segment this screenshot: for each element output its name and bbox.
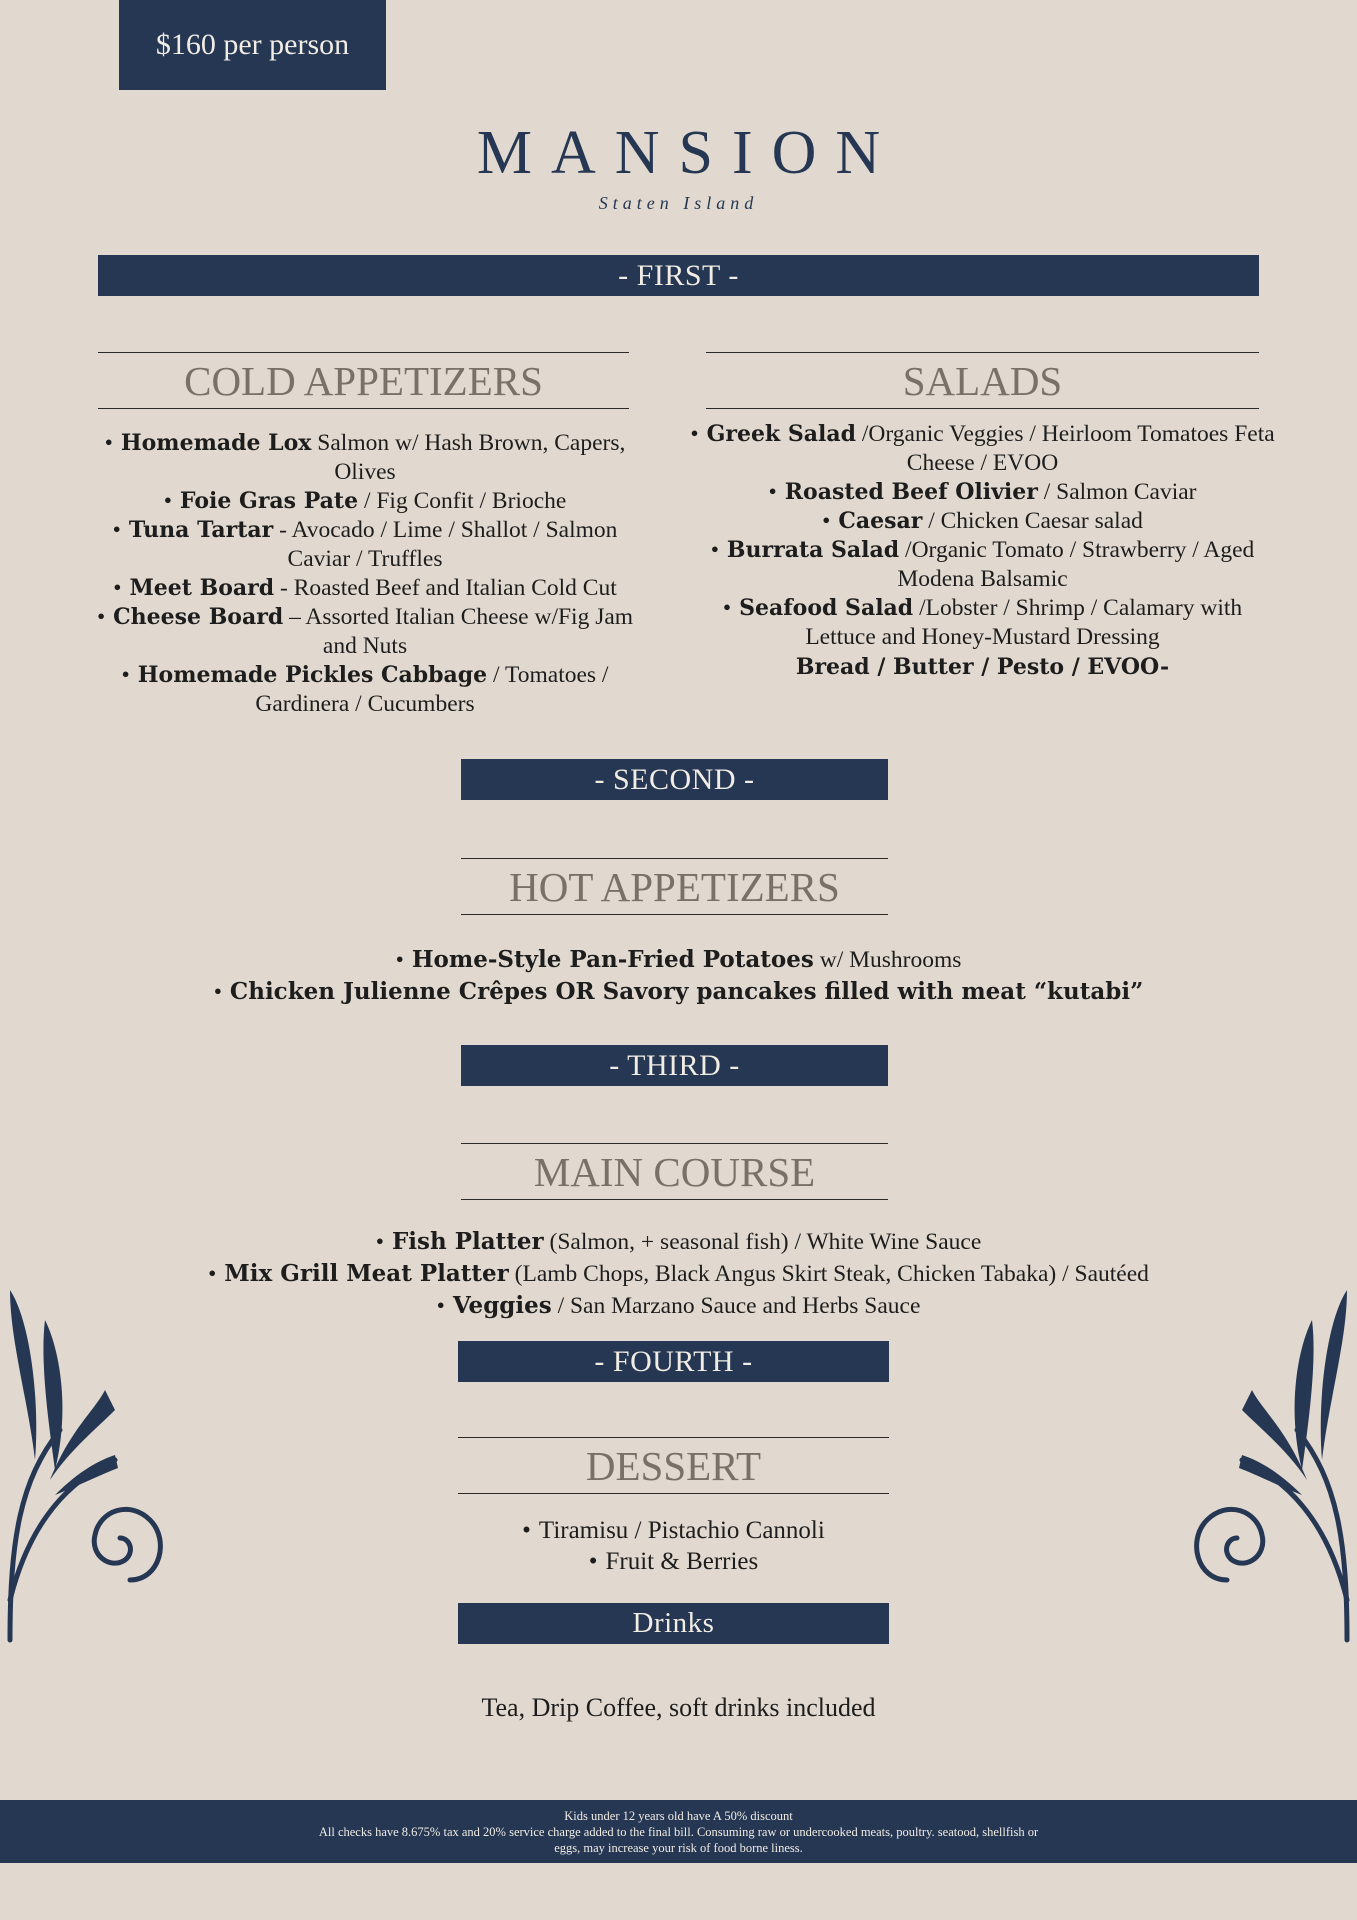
menu-item [80,574,650,603]
menu-item-desc: / Salmon Caviar [1037,479,1197,505]
bullet-icon: • [112,517,121,543]
menu-item-name: Meet Board [129,575,275,601]
menu-item-desc: / Tomatoes / Gardinera / Cucumbers [255,662,609,717]
bullet-icon: • [722,595,732,621]
brand-name: MANSION [476,119,900,187]
menu-item [150,1226,1207,1258]
bullet-icon: • [710,537,719,563]
section-title: COLD APPETIZERS [184,357,543,404]
section-heading-dessert [458,1437,889,1494]
menu-item [458,1546,889,1577]
footer-line-1: Kids under 12 years old have A 50% discount [564,1808,793,1823]
menu-item-name: Roasted Beef Olivier [784,479,1038,505]
menu-item-name: Fish Platter [391,1228,544,1255]
bullet-icon: • [768,479,777,505]
salads-extra [690,653,1275,682]
cold-appetizers-list [80,429,650,719]
menu-item-name: Caesar [838,508,923,534]
course-band-fourth [458,1341,889,1382]
course-band-first [98,255,1259,296]
menu-item-name: Homemade Pickles Cabbage [137,662,488,688]
section-title: SALADS [902,357,1063,404]
course-band-label: - FOURTH - [594,1344,753,1378]
menu-item-desc: - Roasted Beef and Italian Cold Cut [274,575,617,601]
main-course-list [150,1226,1207,1322]
menu-item-desc: / Fig Confit / Brioche [358,488,567,514]
section-title: DESSERT [585,1442,762,1489]
bullet-icon: • [104,430,113,456]
menu-item-name: Chicken Julienne Crêpes OR Savory pancakes filled with meat “kutabi” [229,978,1144,1005]
bullet-icon: • [96,604,106,630]
bullet-icon: • [395,947,404,973]
footer-line-2: All checks have 8.675% tax and 20% service charge added to the final bill. Consuming raw or undercooked meats, poultry. seatood, shellfish or [318,1824,1039,1839]
bullet-icon: • [213,979,222,1005]
menu-item-name: Home-Style Pan-Fried Potatoes [411,946,814,973]
course-band-drinks [458,1603,889,1644]
course-band-third [461,1045,888,1086]
section-heading-hot-appetizers [461,858,888,915]
bullet-icon: • [121,662,130,688]
section-heading-main-course [461,1143,888,1200]
drinks-note: Tea, Drip Coffee, soft drinks included [481,1693,876,1722]
menu-item [80,603,650,661]
menu-item-desc: (Lamb Chops, Black Angus Skirt Steak, Chicken Tabaka) / Sautéed [508,1261,1149,1287]
bullet-icon: • [588,1548,598,1575]
menu-item-desc: (Salmon, + seasonal fish) / White Wine Sauce [543,1229,982,1255]
menu-item [150,1290,1207,1322]
menu-item [690,507,1275,536]
section-title: HOT APPETIZERS [509,863,840,910]
footer-line-3: eggs, may increase your risk of food borne liness. [554,1840,803,1855]
menu-item-desc: /Organic Veggies / Heirloom Tomatoes Feta Cheese / EVOO [855,421,1275,476]
menu-item-desc: – Assorted Italian Cheese w/Fig Jam and Nuts [283,604,634,659]
bullet-icon: • [163,488,172,514]
section-heading-cold-appetizers [98,352,629,409]
price-text: $160 per person [155,28,350,61]
menu-item-desc: /Lobster / Shrimp / Calamary with Lettuce and Honey-Mustard Dressing [805,595,1243,650]
bullet-icon: • [522,1517,531,1544]
menu-item-name: Homemade Lox [120,430,312,456]
menu-item-name: Foie Gras Pate [179,488,359,514]
bullet-icon: • [208,1261,217,1287]
menu-item [150,1258,1207,1290]
course-band-label: - SECOND - [594,762,755,796]
hot-appetizers-list [150,944,1207,1008]
bullet-icon: • [113,575,122,601]
brand-location: Staten Island [598,193,759,213]
course-band-label: - THIRD - [609,1048,740,1082]
menu-item-name: Veggies [452,1292,552,1319]
menu-item [150,976,1207,1008]
section-title: MAIN COURSE [533,1148,816,1195]
course-band-label: - FIRST - [618,258,739,292]
bullet-icon: • [822,508,831,534]
footer-notice [0,1800,1357,1863]
menu-item-desc: / Chicken Caesar salad [922,508,1143,534]
menu-item [80,661,650,719]
menu-item [80,516,650,574]
brand-logo [0,118,1357,214]
bullet-icon: • [690,421,699,447]
menu-item-desc: - Avocado / Lime / Shallot / Salmon Caviar / Truffles [273,517,618,572]
salads-list [690,420,1275,652]
section-heading-salads [706,352,1259,409]
menu-item-name: Mix Grill Meat Platter [224,1260,509,1287]
menu-item-desc: / San Marzano Sauce and Herbs Sauce [551,1293,921,1319]
bullet-icon: • [375,1229,384,1255]
menu-item [150,944,1207,976]
flourish-icon [0,1280,180,1650]
flourish-icon [1177,1280,1357,1650]
menu-item-text: Tiramisu / Pistachio Cannoli [538,1517,825,1544]
menu-item [690,536,1275,594]
menu-item [690,478,1275,507]
menu-item-name: Cheese Board [113,604,284,630]
dessert-list [458,1515,889,1577]
bullet-icon: • [436,1293,445,1319]
menu-item [690,594,1275,652]
menu-item [458,1515,889,1546]
menu-item-name: Burrata Salad [726,537,900,563]
menu-item-name: Seafood Salad [739,595,914,621]
course-band-second [461,759,888,800]
price-badge [119,0,386,90]
menu-item-name: Tuna Tartar [128,517,274,543]
bread-butter-line: Bread / Butter / Pesto / EVOO- [795,654,1170,680]
menu-item [690,420,1275,478]
menu-item-desc: /Organic Tomato / Strawberry / Aged Modena Balsamic [897,537,1255,592]
menu-item-desc: w/ Mushrooms [813,947,962,973]
menu-item-name: Greek Salad [706,421,856,447]
menu-item [80,487,650,516]
menu-item [80,429,650,487]
menu-item-text: Fruit & Berries [605,1548,759,1575]
menu-item-desc: Salmon w/ Hash Brown, Capers, Olives [311,430,626,485]
course-band-label: Drinks [632,1607,715,1639]
